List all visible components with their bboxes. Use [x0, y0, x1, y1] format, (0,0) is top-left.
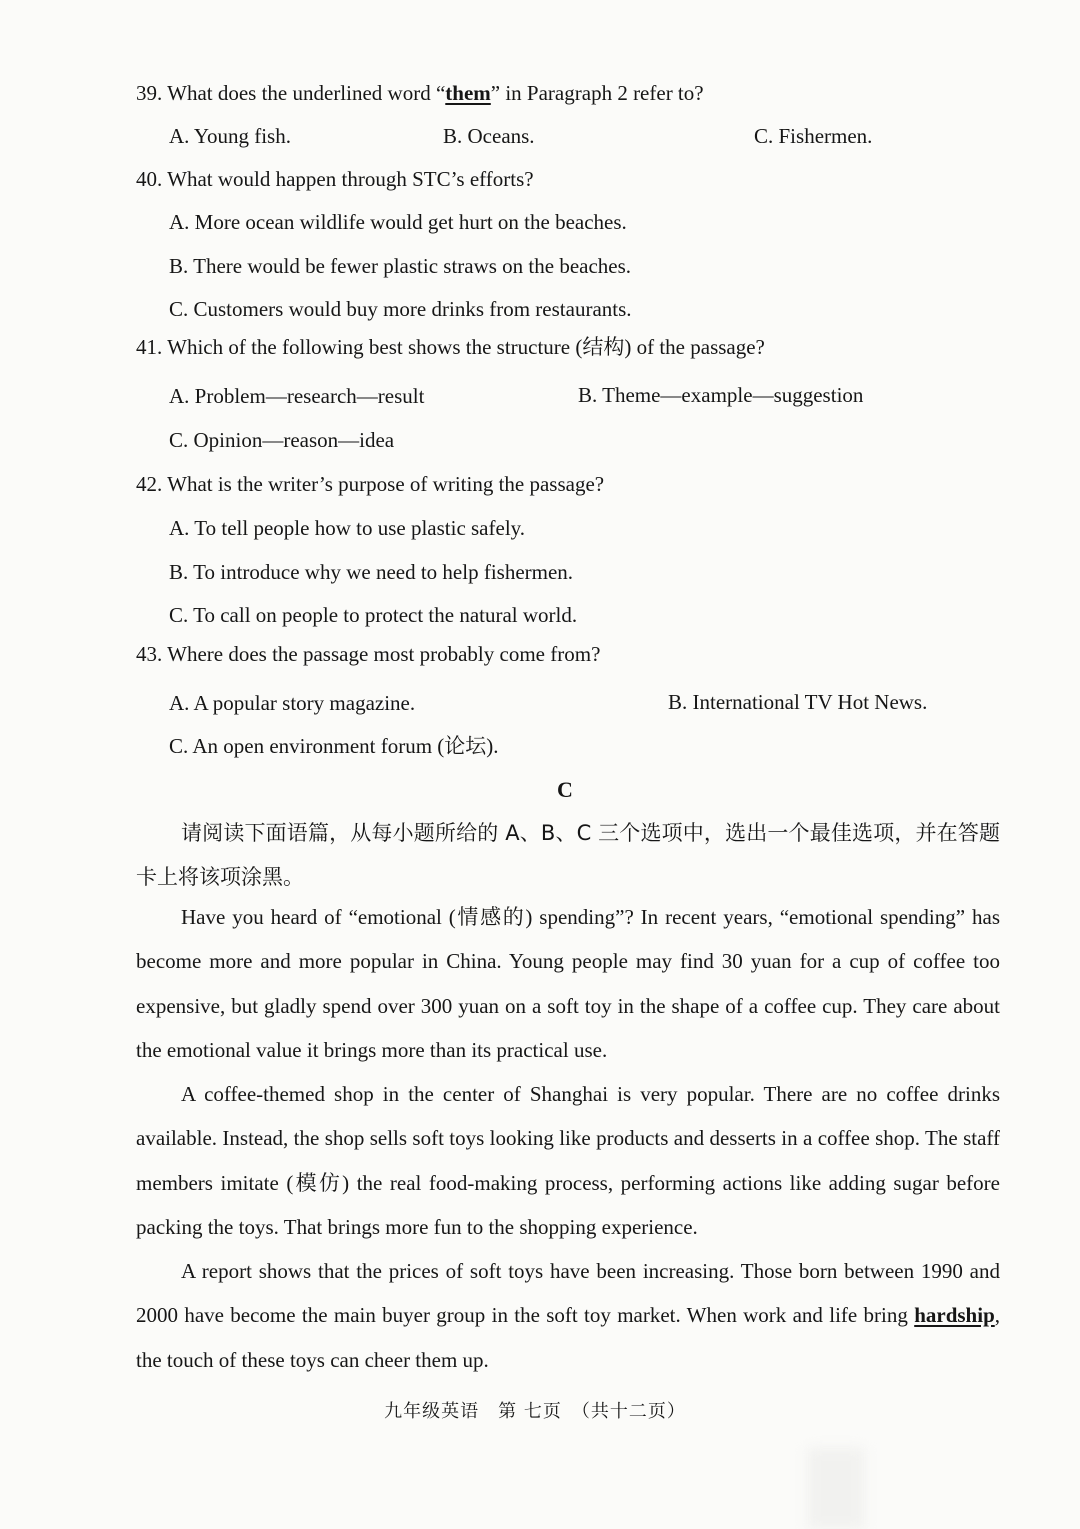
option-42-b: B. To introduce why we need to help fishermen.	[169, 560, 574, 584]
option-40-c: C. Customers would buy more drinks from restaurants.	[169, 297, 632, 321]
question-43: 43. Where does the passage most probably come from?	[136, 642, 601, 666]
page-footer: 九年级英语 第 七页 （共十二页）	[384, 1401, 686, 1422]
question-39-text-before: 39. What does the underlined word “	[136, 81, 446, 105]
option-39-a: A. Young fish.	[169, 124, 291, 148]
option-43-a: A. A popular story magazine.	[169, 691, 416, 715]
option-40-a: A. More ocean wildlife would get hurt on the beaches.	[169, 210, 627, 234]
option-40-b: B. There would be fewer plastic straws on the beaches.	[169, 254, 632, 278]
underlined-word-them: them	[445, 81, 491, 105]
paragraph-3-text-after: , the touch of these toys can cheer them up.	[136, 1303, 1000, 1372]
scan-smudge	[808, 1448, 864, 1529]
question-39-text-after: ” in Paragraph 2 refer to?	[490, 81, 704, 105]
question-39	[136, 80, 704, 106]
option-41-b: B. Theme—example—suggestion	[578, 383, 864, 407]
passage-paragraph-2: A coffee-themed shop in the center of Shanghai is very popular. There are no coffee drinks available. Instead, the shop sells soft toys looking like products and desserts in a coffee shop. The staff members imitate (模仿) the real food-making process, performing actions like adding sugar before packing the toys. That brings more fun to the shopping experience.	[136, 1082, 1000, 1240]
question-42: 42. What is the writer’s purpose of writing the passage?	[136, 472, 605, 496]
option-39-c: C. Fishermen.	[754, 124, 873, 148]
option-41-a: A. Problem—research—result	[169, 384, 425, 408]
option-42-a: A. To tell people how to use plastic safely.	[169, 516, 526, 540]
underlined-word-hardship: hardship	[914, 1303, 995, 1328]
option-43-c: C. An open environment forum (论坛).	[169, 734, 499, 758]
section-instruction: 请阅读下面语篇，从每小题所给的 A、B、C 三个选项中，选出一个最佳选项，并在答题卡上将该项涂黑。	[136, 821, 1000, 890]
option-39-b: B. Oceans.	[443, 124, 535, 148]
section-heading: C	[557, 777, 573, 802]
question-41: 41. Which of the following best shows the structure (结构) of the passage?	[136, 335, 765, 359]
question-40: 40. What would happen through STC’s efforts?	[136, 167, 534, 191]
passage-paragraph-1: Have you heard of “emotional (情感的) spending”? In recent years, “emotional spending” has become more and more popular in China. Young people may find 30 yuan for a cup of coffee too expensive, but gladly spend over 300 yuan on a soft toy in the shape of a coffee cup. They care about the emotional value it brings more than its practical use.	[136, 905, 1000, 1063]
option-41-c: C. Opinion—reason—idea	[169, 428, 395, 452]
passage-paragraph-3	[136, 1249, 1000, 1382]
option-43-b: B. International TV Hot News.	[668, 690, 928, 714]
paragraph-3-text-before: A report shows that the prices of soft toys have been increasing. Those born between 1990 and 2000 have become the main buyer group in the soft toy market. When work and life bring	[136, 1259, 1000, 1328]
option-42-c: C. To call on people to protect the natural world.	[169, 603, 578, 627]
